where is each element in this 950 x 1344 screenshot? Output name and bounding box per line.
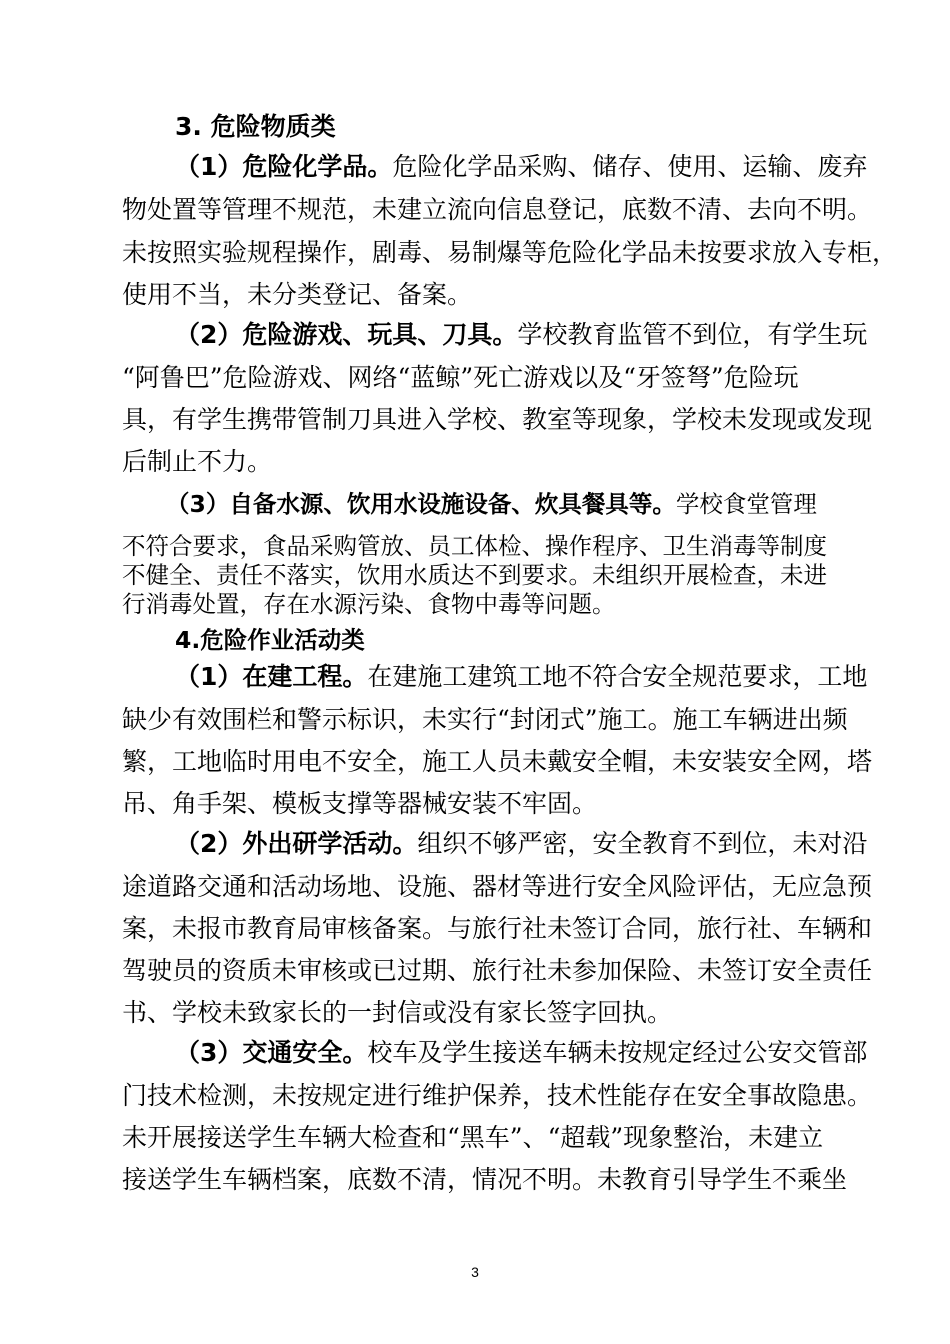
section-heading: 3. 危险物质类 [175,112,336,141]
paragraph-line: 吊、角手架、模板支撑等器械安装不牢固。 [122,789,598,818]
paragraph-line: （2）外出研学活动。组织不够严密，安全教育不到位，未对沿 [175,829,868,858]
paragraph-line: 未开展接送学生车辆大检查和“黑车”、“超载”现象整治，未建立 [122,1123,824,1152]
paragraph-line: 不符合要求，食品采购管放、员工体检、操作程序、卫生消毒等制度 [122,532,827,560]
paragraph-line: 繁，工地临时用电不安全，施工人员未戴安全帽，未安装安全网，塔 [122,747,873,776]
paragraph-line: “阿鲁巴”危险游戏、网络“蓝鲸”死亡游戏以及“牙签弩”危险玩 [122,363,799,392]
paragraph-line: （1）危险化学品。危险化学品采购、储存、使用、运输、废弃 [175,152,868,181]
paragraph-line: （3）交通安全。校车及学生接送车辆未按规定经过公安交管部 [175,1038,868,1067]
paragraph-line: 缺少有效围栏和警示标识，未实行“封闭式”施工。施工车辆进出频 [122,705,848,734]
paragraph-line: 未按照实验规程操作，剧毒、易制爆等危险化学品未按要求放入专柜， [122,238,898,267]
paragraph-line: 门技术检测，未按规定进行维护保养，技术性能存在安全事故隐患。 [122,1081,873,1110]
paragraph-line: 接送学生车辆档案，底数不清，情况不明。未教育引导学生不乘坐 [122,1165,848,1194]
paragraph-line: 行消毒处置，存在水源污染、食物中毒等问题。 [122,590,616,618]
paragraph-line: 驾驶员的资质未审核或已过期、旅行社未参加保险、未签订安全责任 [122,956,873,985]
paragraph-line: 案，未报市教育局审核备案。与旅行社未签订合同，旅行社、车辆和 [122,914,873,943]
section-heading: 4.危险作业活动类 [175,626,365,654]
page-number: 3 [471,1264,479,1280]
paragraph-line: 具，有学生携带管制刀具进入学校、教室等现象，学校未发现或发现 [122,405,873,434]
paragraph-line: （1）在建工程。在建施工建筑工地不符合安全规范要求，工地 [175,662,868,691]
paragraph-line: 物处置等管理不规范，未建立流向信息登记，底数不清、去向不明。 [122,195,873,224]
paragraph-line: 不健全、责任不落实，饮用水质达不到要求。未组织开展检查，未进 [122,561,827,589]
paragraph-line: （3）自备水源、饮用水设施设备、炊具餐具等。学校食堂管理 [166,490,817,518]
paragraph-line: 后制止不力。 [122,447,273,476]
paragraph-line: （2）危险游戏、玩具、刀具。学校教育监管不到位，有学生玩 [175,320,868,349]
paragraph-line: 使用不当，未分类登记、备案。 [122,280,473,309]
paragraph-line: 途道路交通和活动场地、设施、器材等进行安全风险评估，无应急预 [122,872,873,901]
paragraph-line: 书、学校未致家长的一封信或没有家长签字回执。 [122,998,673,1027]
